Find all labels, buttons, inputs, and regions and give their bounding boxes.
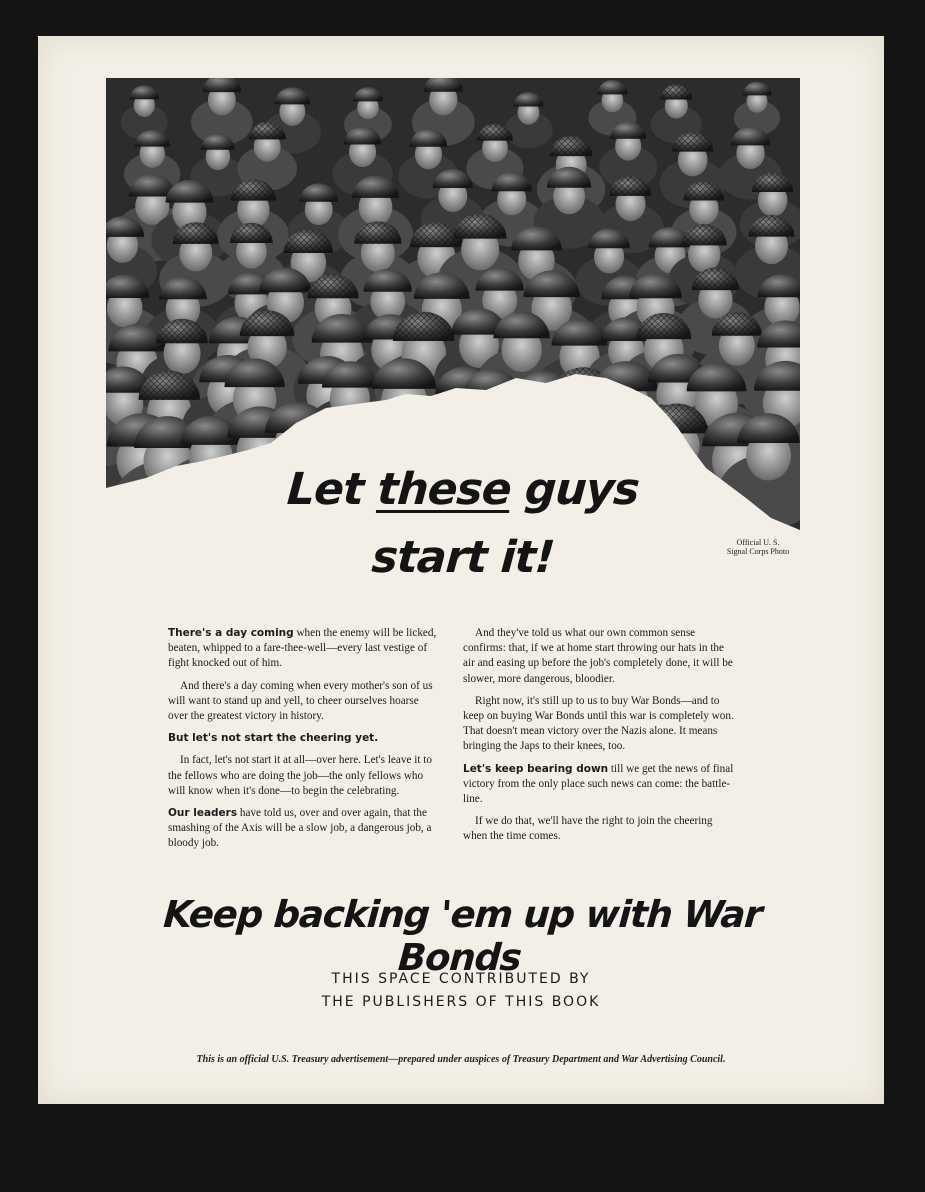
paragraph-lead-in: But let's not start the cheering yet. (168, 732, 379, 745)
magazine-back-cover (38, 36, 884, 1104)
paragraph-lead-in: Let's keep bearing down (463, 762, 609, 775)
body-paragraph-left-1: There's a day coming when the enemy will be licked, beaten, whipped to a fare-thee-well—every last vestige of fight knocked out of him. (168, 627, 437, 670)
soldiers-photo (106, 78, 800, 530)
war-bonds-slogan: Keep backing 'em up with War Bonds (162, 893, 763, 979)
paragraph-lead-in: There's a day coming (168, 627, 294, 639)
headline-line-1: Let these guys (285, 464, 641, 515)
contribution-line-1: THIS SPACE CONTRIBUTED BY (331, 971, 591, 987)
paragraph-lead-in: Our leaders (168, 807, 238, 820)
headline-underlined-word: these (375, 464, 513, 515)
body-paragraph-left-5: Our leaders have told us, over and over again, that the smashing of the Axis will be a slow job, a dangerous job, a bloody job. (168, 807, 432, 850)
photo-credit: Official U. S. Signal Corps Photo (726, 538, 790, 556)
body-column-left (168, 626, 440, 859)
body-paragraph-right-4: If we do that, we'll have the right to join the cheering when the time comes. (463, 815, 713, 843)
body-paragraph-left-3 (168, 731, 440, 746)
headline-line-2: start it! (370, 532, 556, 583)
treasury-footer-note: This is an official U.S. Treasury advertisement—prepared under auspices of Treasury Department and War Advertising Council. (196, 1054, 726, 1065)
body-paragraph-right-3: Let's keep bearing down till we get the news of final victory from the only place such news can come: the battle-line. (463, 762, 734, 806)
body-paragraph-right-2: Right now, it's still up to us to buy War Bonds—and to keep on buying War Bonds until this war is completely won. That doesn't mean victory over the Nazis alone. It means bringing the Japs to their knees, too. (463, 694, 734, 753)
body-paragraph-left-4: In fact, let's not start it at all—over here. Let's leave it to the fellows who are doing the job—the only fellows who will know when it's done—to begin the celebrating. (168, 754, 432, 797)
body-column-right (463, 626, 735, 852)
contribution-line-2: THE PUBLISHERS OF THIS BOOK (321, 994, 601, 1010)
body-paragraph-left-2: And there's a day coming when every mother's son of us will want to stand up and yell, to cheer ourselves hoarse over the greatest victory in history. (168, 679, 433, 723)
body-paragraph-right-1: And they've told us what our own common sense confirms: that, if we at home start throwing our hats in the air and easing up before the job's completely done, it will be slower, more dangerous, bloodier. (463, 627, 733, 685)
